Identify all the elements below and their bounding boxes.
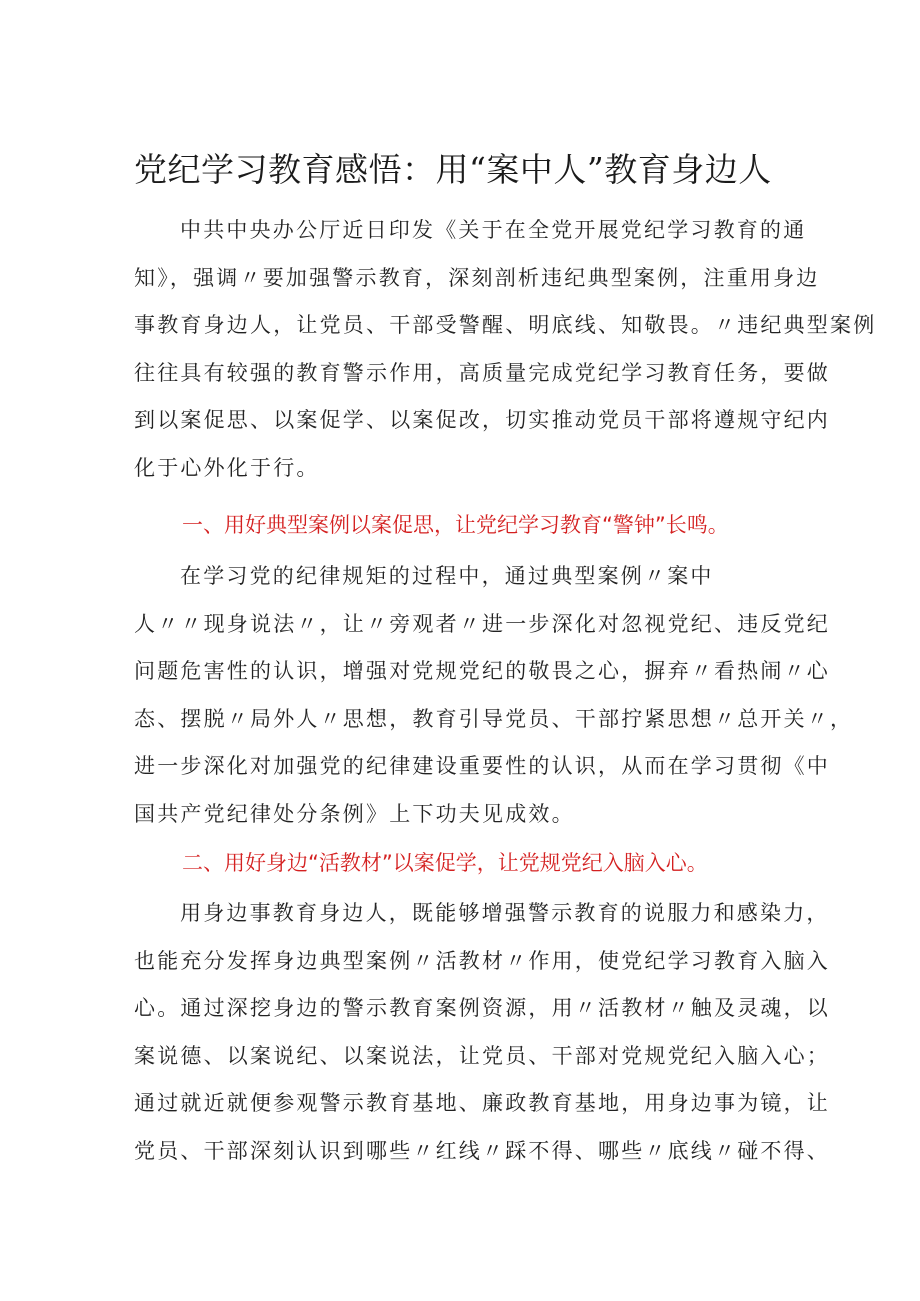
section-2-paragraph: [134, 890, 830, 1175]
paragraph-line: 通过就近就便参观警示教育基地、廉政教育基地，用身边事为镜，让: [134, 1091, 830, 1115]
paragraph-line: 用身边事教育身边人，既能够增强警示教育的说服力和感染力，: [180, 901, 830, 925]
paragraph-line: 也能充分发挥身边典型案例〃活教材〃作用，使党纪学习教育入脑入: [134, 948, 830, 973]
paragraph-line: 问题危害性的认识，增强对党规党纪的敬畏之心，摒弃〃看热闹〃心: [134, 659, 830, 683]
intro-paragraph: [134, 207, 877, 492]
paragraph-line: 事教育身边人，让党员、干部受警醒、明底线、知敬畏。〃违纪典型案例: [134, 313, 877, 337]
paragraph-line: 案说德、以案说纪、以案说法，让党员、干部对党规党纪入脑入心；: [134, 1043, 830, 1068]
paragraph-line: 态、摆脱〃局外人〃思想，教育引导党员、干部拧紧思想〃总开关〃，: [134, 706, 854, 731]
section-1-paragraph: [134, 553, 854, 838]
paragraph-line: 在学习党的纪律规矩的过程中，通过典型案例〃案中: [180, 564, 714, 588]
paragraph-line: 知》，强调〃要加强警示教育，深刻剖析违纪典型案例，注重用身边: [134, 265, 820, 290]
paragraph-line: 中共中央办公厅近日印发《关于在全党开展党纪学习教育的通: [180, 218, 807, 242]
paragraph-line: 人〃〃现身说法〃，让〃旁观者〃进一步深化对忽视党纪、违反党纪: [134, 611, 830, 636]
page-title: 党纪学习教育感悟：用“案中人”教育身边人: [134, 150, 772, 189]
paragraph-line: 党员、干部深刻认识到哪些〃红线〃踩不得、哪些〃底线〃碰不得、: [134, 1138, 830, 1163]
paragraph-line: 化于心外化于行。: [134, 455, 320, 480]
paragraph-line: 国共产党纪律处分条例》上下功夫见成效。: [134, 801, 575, 826]
paragraph-line: 进一步深化对加强党的纪律建设重要性的认识，从而在学习贯彻《中: [134, 754, 830, 778]
paragraph-line: 心。通过深挖身边的警示教育案例资源，用〃活教材〃触及灵魂，以: [134, 996, 830, 1020]
section-heading-1: 一、用好典型案例以案促思，让党纪学习教育“警钟”长鸣。: [182, 513, 729, 537]
paragraph-line: 往往具有较强的教育警示作用，高质量完成党纪学习教育任务，要做: [134, 360, 830, 385]
section-heading-2: 二、用好身边“活教材”以案促学，让党规党纪入脑入心。: [182, 851, 708, 875]
paragraph-line: 到以案促思、以案促学、以案促改，切实推动党员干部将遵规守纪内: [134, 408, 830, 432]
